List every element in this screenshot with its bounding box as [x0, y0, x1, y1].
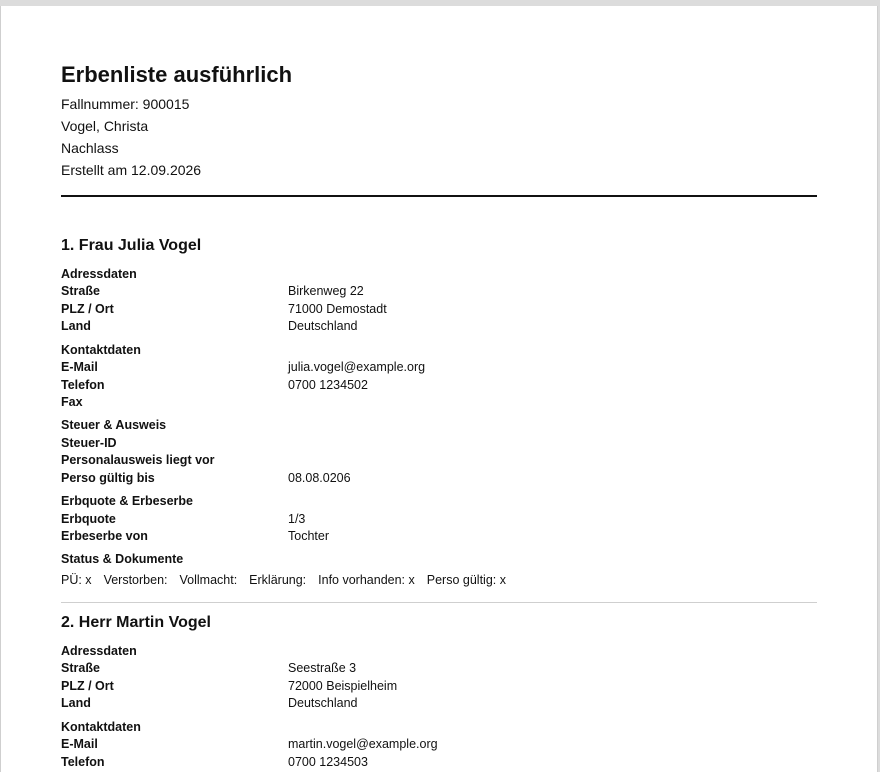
heir-2-street-label: Straße	[61, 661, 100, 675]
heir-1-zip-city-value: 71000 Demostadt	[288, 302, 387, 316]
heir-2-heading: 2. Herr Martin Vogel	[61, 614, 211, 631]
heir-1-country-value: Deutschland	[288, 319, 358, 333]
heir-1-status-section: Status & Dokumente	[61, 552, 184, 566]
document-page	[0, 6, 878, 772]
heir-1-email-value: julia.vogel@example.org	[288, 360, 426, 374]
status-power-of-attorney: Vollmacht:	[179, 573, 238, 587]
heir-2-street-value: Seestraße 3	[288, 661, 357, 675]
heir-1-heir-of-label: Erbeserbe von	[61, 529, 148, 543]
heir-1-phone-value: 0700 1234502	[288, 378, 368, 392]
header-divider	[61, 195, 817, 197]
heir-2-contact-section: Kontaktdaten	[61, 720, 141, 734]
heir-1-street-value: Birkenweg 22	[288, 284, 364, 298]
heir-1-quota-value: 1/3	[288, 512, 306, 526]
heir-1-zip-city-label: PLZ / Ort	[61, 302, 114, 316]
created-date: Erstellt am 12.09.2026	[61, 162, 202, 178]
heir-1-street-label: Straße	[61, 284, 100, 298]
heir-1-phone-label: Telefon	[61, 378, 105, 392]
heir-2-address-section: Adressdaten	[61, 644, 137, 658]
deceased-name: Vogel, Christa	[61, 118, 149, 134]
case-number: Fallnummer: 900015	[61, 96, 190, 112]
heir-divider	[61, 602, 817, 603]
heir-1-fax-label: Fax	[61, 395, 83, 409]
heir-1-tax-section: Steuer & Ausweis	[61, 418, 167, 432]
heir-2-zip-city-value: 72000 Beispielheim	[288, 679, 398, 693]
heir-1-status-line	[61, 573, 518, 587]
status-pu: PÜ: x	[61, 573, 92, 587]
heir-1-tax-id-label: Steuer-ID	[61, 436, 117, 450]
heir-1-id-valid-label: Perso gültig bis	[61, 471, 155, 485]
heir-1-contact-section: Kontaktdaten	[61, 343, 141, 357]
heir-2-country-label: Land	[61, 696, 91, 710]
heir-1-id-valid-value: 08.08.0206	[288, 471, 351, 485]
heir-2-country-value: Deutschland	[288, 696, 358, 710]
heir-2-email-label: E-Mail	[61, 737, 98, 751]
status-info: Info vorhanden: x	[318, 573, 415, 587]
heir-2-phone-label: Telefon	[61, 755, 105, 769]
status-deceased: Verstorben:	[103, 573, 168, 587]
heir-1-id-present-label: Personalausweis liegt vor	[61, 453, 215, 467]
heir-1-quota-label: Erbquote	[61, 512, 116, 526]
heir-2-zip-city-label: PLZ / Ort	[61, 679, 114, 693]
heir-2-email-value: martin.vogel@example.org	[288, 737, 438, 751]
heir-1-address-section: Adressdaten	[61, 267, 137, 281]
heir-1-email-label: E-Mail	[61, 360, 98, 374]
status-id-valid: Perso gültig: x	[426, 573, 506, 587]
heir-1-heir-of-value: Tochter	[288, 529, 329, 543]
heir-1-quota-section: Erbquote & Erbeserbe	[61, 494, 193, 508]
heir-2-phone-value: 0700 1234503	[288, 755, 368, 769]
document-type: Nachlass	[61, 140, 119, 156]
heir-1-heading: 1. Frau Julia Vogel	[61, 237, 202, 254]
document-title: Erbenliste ausführlich	[61, 62, 293, 87]
status-declaration: Erklärung:	[249, 573, 307, 587]
heir-1-country-label: Land	[61, 319, 91, 333]
